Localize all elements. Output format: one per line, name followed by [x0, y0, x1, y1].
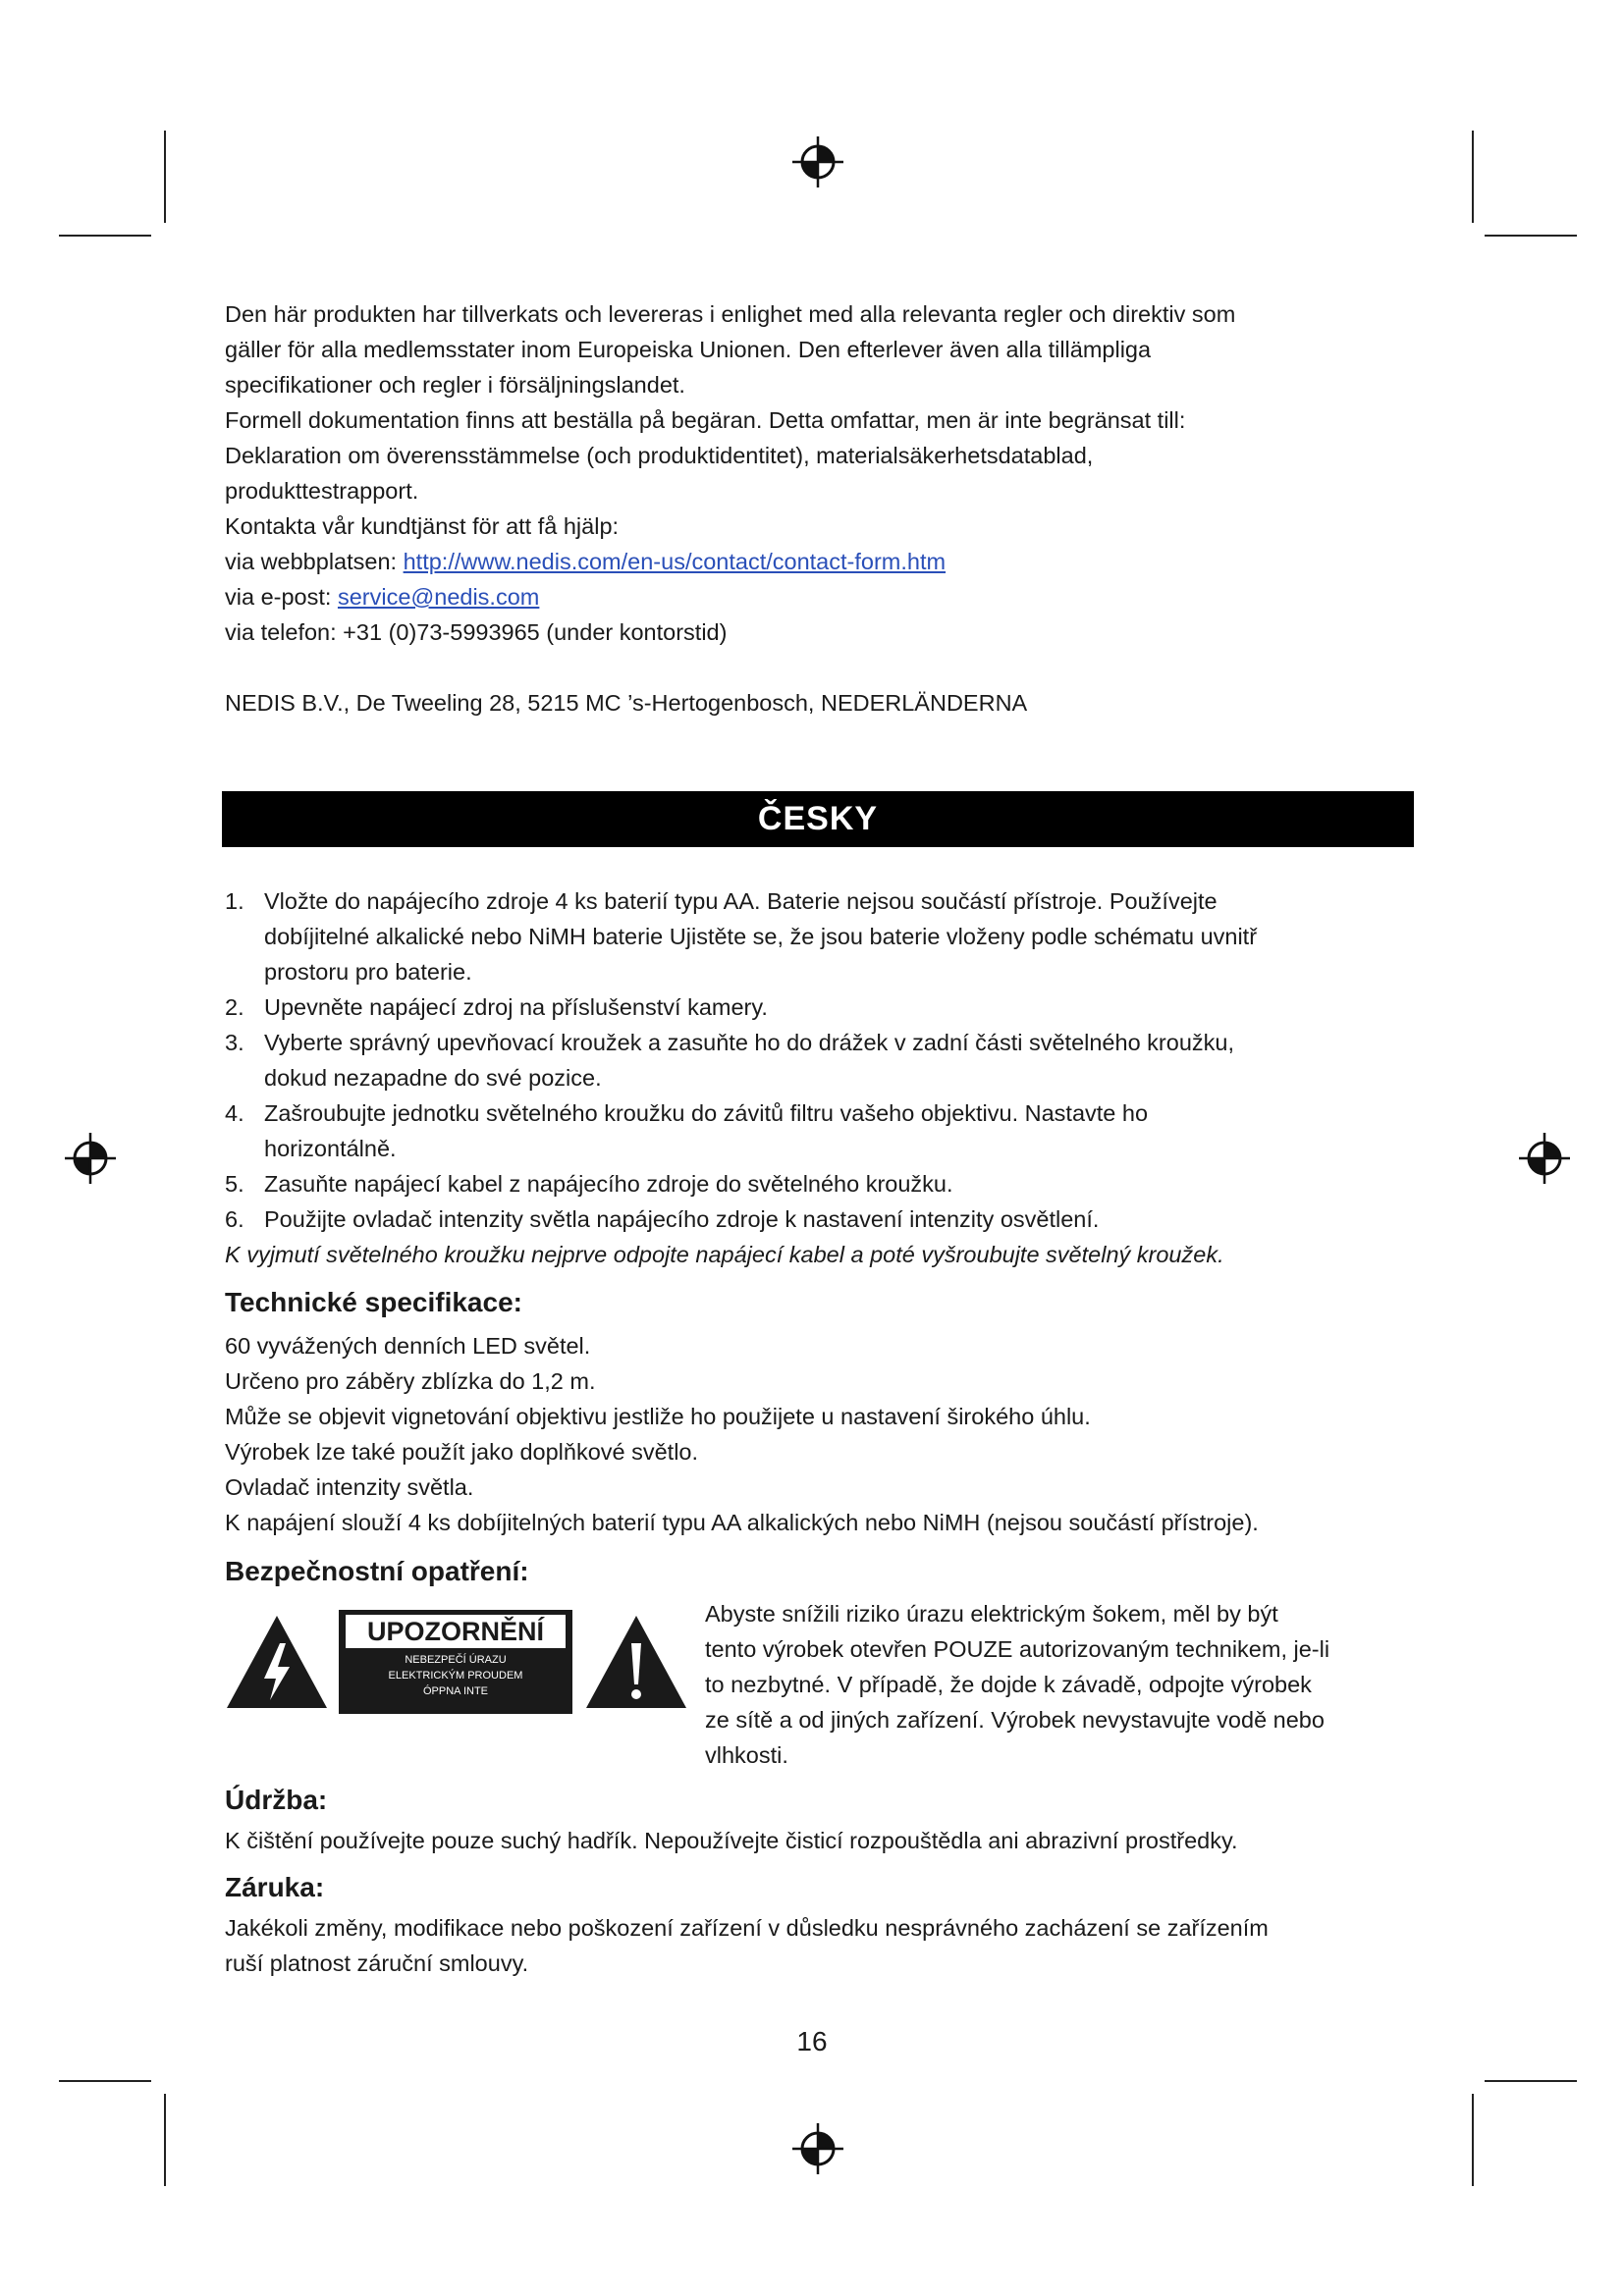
- maintenance-line: K čištění používejte pouze suchý hadřík. Nepoužívejte čisticí rozpouštědla ani abrazivní prostředky.: [225, 1828, 1238, 1853]
- step-number: 2.: [225, 994, 244, 1020]
- paragraph-line: Deklaration om överensstämmelse (och produktidentitet), materialsäkerhetsdatablad,: [225, 443, 1094, 468]
- step-line: Zašroubujte jednotku světelného kroužku do závitů filtru vašeho objektivu. Nastavte ho: [264, 1100, 1149, 1126]
- company-address: NEDIS B.V., De Tweeling 28, 5215 MC ’s-Hertogenbosch, NEDERLÄNDERNA: [225, 690, 1028, 716]
- safety-line: tento výrobek otevřen POUZE autorizovaným technikem, je-li: [705, 1636, 1330, 1662]
- step-item: [225, 1095, 1257, 1166]
- step-item: [225, 883, 1257, 989]
- safety-text: [705, 1596, 1329, 1773]
- step-line: Vyberte správný upevňovací kroužek a zasuňte ho do drážek v zadní části světelného kroužku,: [264, 1030, 1234, 1055]
- website-line: [225, 544, 1235, 579]
- spec-line: K napájení slouží 4 ks dobíjitelných baterií typu AA alkalických nebo NiMH (nejsou součástí přístroje).: [225, 1510, 1259, 1535]
- safety-heading: Bezpečnostní opatření:: [225, 1556, 529, 1586]
- website-label: via webbplatsen:: [225, 549, 404, 574]
- paragraph-line: produkttestrapport.: [225, 478, 419, 504]
- removal-note: K vyjmutí světelného kroužku nejprve odpojte napájecí kabel a poté vyšroubujte světelný kroužek.: [225, 1242, 1224, 1267]
- paragraph-line: specifikationer och regler i försäljningslandet.: [225, 372, 685, 398]
- spec-line: Určeno pro záběry zblízka do 1,2 m.: [225, 1368, 596, 1394]
- lightning-warning-icon: [225, 1614, 329, 1712]
- crop-mark: [1485, 235, 1577, 237]
- step-number: 3.: [225, 1030, 244, 1055]
- spec-line: Může se objevit vignetování objektivu jestliže ho použijete u nastavení širokého úhlu.: [225, 1404, 1091, 1429]
- specs-list: [225, 1328, 1259, 1540]
- email-line: [225, 579, 1235, 614]
- phone-line: via telefon: +31 (0)73-5993965 (under kontorstid): [225, 619, 728, 645]
- warning-label-line: ELEKTRICKÝM PROUDEM: [388, 1670, 523, 1682]
- step-item: [225, 1025, 1257, 1095]
- paragraph-line: Kontakta vår kundtjänst för att få hjälp:: [225, 513, 620, 539]
- website-link[interactable]: http://www.nedis.com/en-us/contact/contact-form.htm: [403, 549, 947, 574]
- warranty-text: [225, 1910, 1269, 1981]
- swedish-section: [225, 296, 1235, 721]
- registration-mark-icon: [790, 134, 845, 189]
- step-line: horizontálně.: [264, 1136, 397, 1161]
- crop-mark: [1472, 2094, 1474, 2186]
- warning-label: [339, 1610, 572, 1714]
- warning-label-title: UPOZORNĚNÍ: [346, 1615, 566, 1648]
- instructions: [225, 883, 1257, 1272]
- step-line: Použijte ovladač intenzity světla napájecího zdroje k nastavení intenzity osvětlení.: [264, 1206, 1100, 1232]
- step-number: 4.: [225, 1100, 244, 1126]
- paragraph-line: Formell dokumentation finns att beställa på begäran. Detta omfattar, men är inte begränsat till:: [225, 407, 1186, 433]
- step-item: [225, 989, 1257, 1025]
- warning-label-line: ÓPPNA INTE: [422, 1685, 489, 1697]
- step-item: [225, 1166, 1257, 1201]
- safety-line: ze sítě a od jiných zařízení. Výrobek nevystavujte vodě nebo: [705, 1707, 1325, 1733]
- maintenance-heading: Údržba:: [225, 1785, 328, 1815]
- email-link[interactable]: service@nedis.com: [337, 584, 540, 610]
- paragraph-line: gäller för alla medlemsstater inom Europeiska Unionen. Den efterlever även alla tillämpliga: [225, 337, 1152, 362]
- warranty-line: ruší platnost záruční smlouvy.: [225, 1950, 529, 1976]
- warranty-heading: Záruka:: [225, 1872, 325, 1902]
- safety-line: to nezbytné. V případě, že dojde k závadě, odpojte výrobek: [705, 1672, 1312, 1697]
- step-number: 5.: [225, 1171, 244, 1197]
- maintenance-text: [225, 1823, 1238, 1858]
- warning-graphic: [225, 1610, 688, 1718]
- step-line: prostoru pro baterie.: [264, 959, 472, 985]
- step-item: [225, 1201, 1257, 1237]
- crop-mark: [164, 131, 166, 223]
- crop-mark: [164, 2094, 166, 2186]
- step-line: Upevněte napájecí zdroj na příslušenství kamery.: [264, 994, 768, 1020]
- step-line: Zasuňte napájecí kabel z napájecího zdroje do světelného kroužku.: [264, 1171, 953, 1197]
- section-title-banner: ČESKY: [222, 791, 1414, 847]
- exclamation-warning-icon: [584, 1614, 688, 1712]
- email-label: via e-post:: [225, 584, 338, 610]
- crop-mark: [59, 235, 151, 237]
- warning-label-line: NEBEZPEČÍ ÚRAZU: [405, 1654, 507, 1666]
- registration-mark-icon: [63, 1131, 118, 1186]
- crop-mark: [59, 2080, 151, 2082]
- crop-mark: [1485, 2080, 1577, 2082]
- spec-line: Ovladač intenzity světla.: [225, 1474, 474, 1500]
- paragraph-line: Den här produkten har tillverkats och levereras i enlighet med alla relevanta regler och direktiv som: [225, 301, 1236, 327]
- safety-line: Abyste snížili riziko úrazu elektrickým šokem, měl by být: [705, 1601, 1278, 1627]
- step-line: dokud nezapadne do své pozice.: [264, 1065, 602, 1091]
- safety-line: vlhkosti.: [705, 1742, 788, 1768]
- page-number: 16: [796, 2026, 828, 2056]
- warranty-line: Jakékoli změny, modifikace nebo poškození zařízení v důsledku nesprávného zacházení se zařízením: [225, 1915, 1269, 1941]
- step-line: dobíjitelné alkalické nebo NiMH baterie Ujistěte se, že jsou baterie vloženy podle schématu uvnitř: [264, 924, 1258, 949]
- registration-mark-icon: [790, 2121, 845, 2176]
- spec-line: 60 vyvážených denních LED světel.: [225, 1333, 591, 1359]
- spec-line: Výrobek lze také použít jako doplňkové světlo.: [225, 1439, 699, 1465]
- step-number: 6.: [225, 1206, 244, 1232]
- step-number: 1.: [225, 888, 244, 914]
- crop-mark: [1472, 131, 1474, 223]
- step-line: Vložte do napájecího zdroje 4 ks baterií typu AA. Baterie nejsou součástí přístroje. Používejte: [264, 888, 1218, 914]
- specs-heading: Technické specifikace:: [225, 1287, 522, 1317]
- registration-mark-icon: [1517, 1131, 1572, 1186]
- steps-list: [225, 883, 1257, 1237]
